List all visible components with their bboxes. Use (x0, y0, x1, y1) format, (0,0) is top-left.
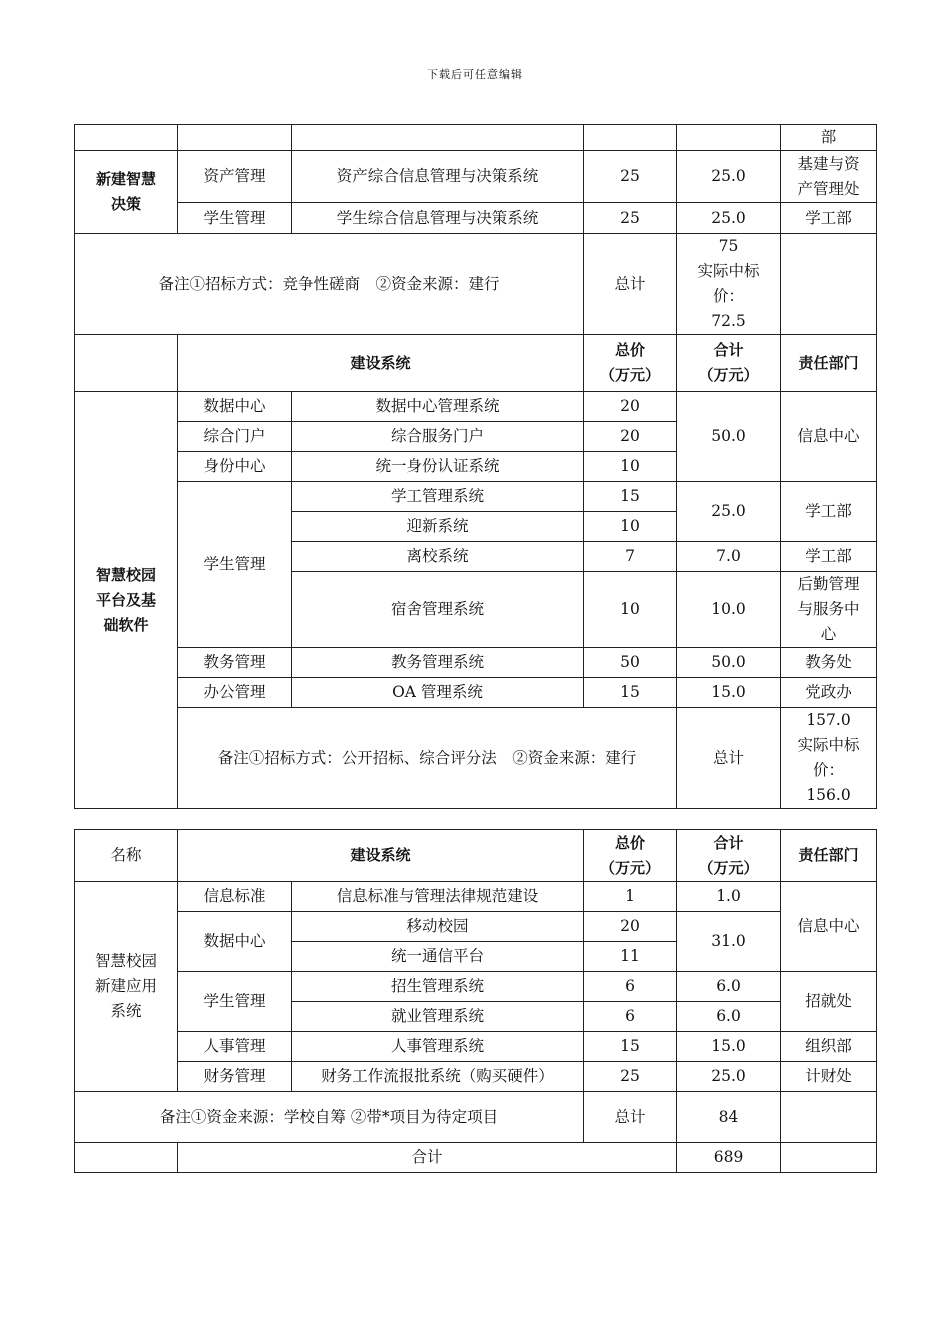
price-cell: 20 (584, 392, 677, 422)
note-cell: 备注①招标方式：竞争性磋商 ②资金来源：建行 (75, 234, 584, 335)
total-cell: 25.0 (677, 1062, 781, 1092)
module-cell: 数据中心 (178, 392, 292, 422)
system-cell: 数据中心管理系统 (292, 392, 584, 422)
cell (781, 234, 877, 335)
module-cell: 资产管理 (178, 151, 292, 203)
header-name: 名称 (75, 830, 178, 882)
system-cell: 资产综合信息管理与决策系统 (292, 151, 584, 203)
system-cell: OA 管理系统 (292, 678, 584, 708)
total-cell: 25.0 (677, 151, 781, 203)
system-cell: 信息标准与管理法律规范建设 (292, 882, 584, 912)
grand-total-label: 合计 (178, 1143, 677, 1173)
sum-label: 总计 (584, 1092, 677, 1143)
price-cell: 6 (584, 1002, 677, 1032)
sum-value: 84 (677, 1092, 781, 1143)
dept-cell: 部 (781, 125, 877, 151)
system-cell: 迎新系统 (292, 512, 584, 542)
system-cell: 人事管理系统 (292, 1032, 584, 1062)
price-cell: 10 (584, 512, 677, 542)
cell (75, 335, 178, 392)
total-cell: 10.0 (677, 572, 781, 648)
total-cell: 25.0 (677, 482, 781, 542)
module-cell: 数据中心 (178, 912, 292, 972)
cell (781, 1092, 877, 1143)
system-cell: 移动校园 (292, 912, 584, 942)
system-cell: 就业管理系统 (292, 1002, 584, 1032)
section-name: 新建智慧 决策 (75, 151, 178, 234)
dept-cell: 学工部 (781, 482, 877, 542)
dept-cell: 信息中心 (781, 392, 877, 482)
module-cell: 人事管理 (178, 1032, 292, 1062)
system-cell: 学生综合信息管理与决策系统 (292, 203, 584, 234)
system-cell: 教务管理系统 (292, 648, 584, 678)
grand-total-value: 689 (677, 1143, 781, 1173)
price-cell: 10 (584, 572, 677, 648)
module-cell: 信息标准 (178, 882, 292, 912)
dept-cell: 计财处 (781, 1062, 877, 1092)
dept-cell: 教务处 (781, 648, 877, 678)
price-cell: 15 (584, 678, 677, 708)
total-cell: 31.0 (677, 912, 781, 972)
dept-cell: 信息中心 (781, 882, 877, 972)
header-system: 建设系统 (178, 830, 584, 882)
price-cell: 11 (584, 942, 677, 972)
sum-value: 157.0 实际中标 价： 156.0 (781, 708, 877, 809)
sum-label: 总计 (584, 234, 677, 335)
price-cell: 25 (584, 1062, 677, 1092)
total-cell: 15.0 (677, 678, 781, 708)
system-cell: 财务工作流报批系统（购买硬件） (292, 1062, 584, 1092)
section-name: 智慧校园 新建应用 系统 (75, 882, 178, 1092)
cell (781, 1143, 877, 1173)
header-total: 合计 （万元） (677, 335, 781, 392)
price-cell: 6 (584, 972, 677, 1002)
cell (75, 125, 178, 151)
module-cell: 教务管理 (178, 648, 292, 678)
total-cell: 15.0 (677, 1032, 781, 1062)
price-cell: 25 (584, 203, 677, 234)
header-price: 总价 （万元） (584, 335, 677, 392)
header-system: 建设系统 (178, 335, 584, 392)
cell (75, 1143, 178, 1173)
system-cell: 统一身份认证系统 (292, 452, 584, 482)
total-cell: 25.0 (677, 203, 781, 234)
dept-cell: 后勤管理 与服务中 心 (781, 572, 877, 648)
price-cell: 25 (584, 151, 677, 203)
module-cell: 财务管理 (178, 1062, 292, 1092)
module-cell: 身份中心 (178, 452, 292, 482)
dept-cell: 组织部 (781, 1032, 877, 1062)
sum-value: 75 实际中标 价： 72.5 (677, 234, 781, 335)
module-cell: 综合门户 (178, 422, 292, 452)
dept-cell: 党政办 (781, 678, 877, 708)
sum-label: 总计 (677, 708, 781, 809)
price-cell: 15 (584, 482, 677, 512)
price-cell: 20 (584, 422, 677, 452)
note-cell: 备注①招标方式：公开招标、综合评分法 ②资金来源：建行 (178, 708, 677, 809)
budget-table-1 (74, 124, 877, 809)
system-cell: 综合服务门户 (292, 422, 584, 452)
module-cell: 学生管理 (178, 203, 292, 234)
price-cell: 15 (584, 1032, 677, 1062)
dept-cell: 基建与资 产管理处 (781, 151, 877, 203)
header-price: 总价 （万元） (584, 830, 677, 882)
note-cell: 备注①资金来源：学校自筹 ②带*项目为待定项目 (75, 1092, 584, 1143)
price-cell: 7 (584, 542, 677, 572)
dept-cell: 学工部 (781, 542, 877, 572)
system-cell: 学工管理系统 (292, 482, 584, 512)
cell (178, 125, 292, 151)
dept-cell: 学工部 (781, 203, 877, 234)
total-cell: 50.0 (677, 392, 781, 482)
total-cell: 50.0 (677, 648, 781, 678)
price-cell: 1 (584, 882, 677, 912)
system-cell: 招生管理系统 (292, 972, 584, 1002)
header-dept: 责任部门 (781, 830, 877, 882)
total-cell: 6.0 (677, 972, 781, 1002)
total-cell: 6.0 (677, 1002, 781, 1032)
price-cell: 10 (584, 452, 677, 482)
price-cell: 50 (584, 648, 677, 678)
header-total: 合计 （万元） (677, 830, 781, 882)
cell (677, 125, 781, 151)
total-cell: 7.0 (677, 542, 781, 572)
cell (584, 125, 677, 151)
price-cell: 20 (584, 912, 677, 942)
header-dept: 责任部门 (781, 335, 877, 392)
system-cell: 离校系统 (292, 542, 584, 572)
total-cell: 1.0 (677, 882, 781, 912)
module-cell: 学生管理 (178, 972, 292, 1032)
page-header: 下载后可任意编辑 (427, 68, 523, 81)
section-name: 智慧校园 平台及基 础软件 (75, 392, 178, 809)
dept-cell: 招就处 (781, 972, 877, 1032)
cell (292, 125, 584, 151)
system-cell: 宿舍管理系统 (292, 572, 584, 648)
module-cell: 学生管理 (178, 482, 292, 648)
system-cell: 统一通信平台 (292, 942, 584, 972)
module-cell: 办公管理 (178, 678, 292, 708)
budget-table-2 (74, 829, 877, 1173)
